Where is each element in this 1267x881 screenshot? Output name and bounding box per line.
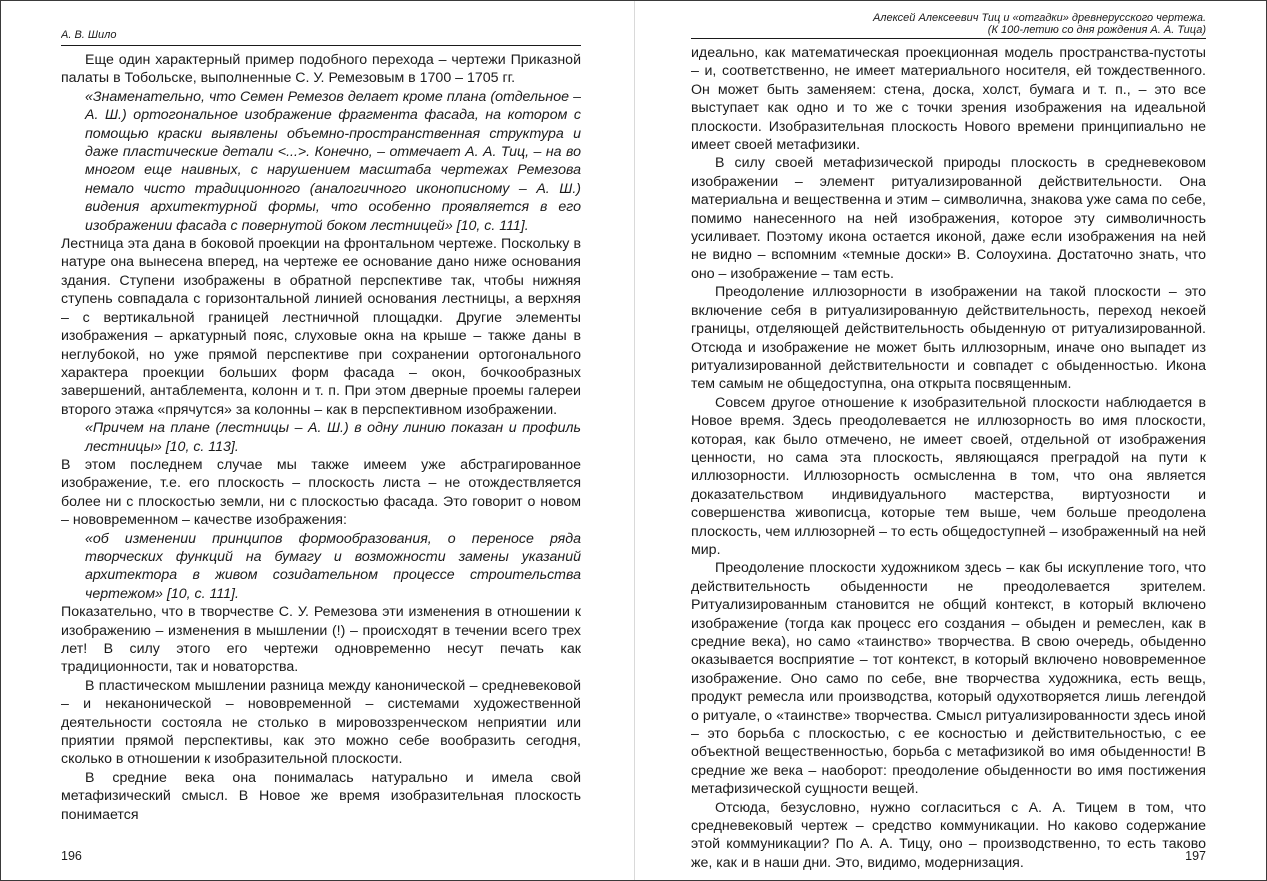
left-running-head: А. В. Шило bbox=[61, 29, 581, 46]
paragraph: Преодоление иллюзорности в изображении на такой плоскости – это включение себя в ритуализированную действительность, переход некоей границы, отделяющей действительность обыденную от ритуализированной. Отсюда и изображение не может быть иллюзорным, иначе оно выпадет из ритуализированной действительности и совпадет с обыденностью. Икона тем самым не общедоступна, она открыта посвященным. bbox=[691, 284, 1206, 393]
paragraph: В силу своей метафизической природы плоскость в средневековом изображении – элемент ритуализированной действительности. Она материальна и вещественна и этим – символична, знакова уже сама по себе, помимо нанесенного на ней изображения, которое эту символичность усиливает. Поэтому икона остается иконой, даже если изображения на ней не видно – вспомним «темные доски» В. Солоухина. Достаточно знать, что оно – изображение – там есть. bbox=[691, 155, 1206, 282]
paragraph: В средние века она понималась натурально и имела свой метафизический смысл. В Новое же время изобразительная плоскость понимается bbox=[61, 769, 581, 823]
page-number-left: 196 bbox=[61, 849, 82, 863]
block-quote: «об изменении принципов формообразования, о переносе ряда творческих функций на бумагу и возможности замены указаний архитектора в живом созидательном процессе строительства чертежом» [10, с. 111]. bbox=[85, 530, 581, 602]
paragraph: Совсем другое отношение к изобразительной плоскости наблюдается в Новое время. Здесь преодолевается не иллюзорность во имя плоскости, которая, как было отмечено, не имеет своей, отдельной от изображения ценности, но сама эта плоскость, являющаяся преградой на пути к иллюзорности. Иллюзорность осмысленна в том, что она является доказательством индивидуального мастерства, виртуозности и совершенства живописца, которые тем выше, чем больше преодолена плоскость, чем иллюзорней – то есть общедоступней – изображенный на ней мир. bbox=[691, 394, 1206, 558]
paragraph: В этом последнем случае мы также имеем уже абстрагированное изображение, т.е. его плоскость – плоскость листа – не отождествляется более ни с плоскостью земли, ни с плоскостью фасада. Это говорит о новом – нововременном – качестве изображения: bbox=[61, 456, 581, 529]
paragraph: Преодоление плоскости художником здесь – как бы искупление того, что действительность обыденности не преодолевается зрителем. Ритуализированным становится не общий контекст, в который включено изображение (тогда как процесс его создания – обыден и ремеслен, как в средние века), но само «таинство» творчества. В свою очередь, обыденно оказывается восприятие – тот контекст, в который включено нововременное изображение. Оно само по себе, вне творчества художника, есть вещь, продукт ремесла или производства, который одухотворяется лишь легендой о ритуале, о «таинстве» творчества. Смысл ритуализированности здесь иной – это борьба с плоскостью, с ее косностью и действительностью, с ее объектной вещественностью, борьба с метафизикой во имя обыденности! В средние же века – наоборот: преодоление обыденности во имя постижения метафизической сущности вещей. bbox=[691, 560, 1206, 798]
page-gutter bbox=[634, 1, 635, 880]
running-head-title: Алексей Алексеевич Тиц и «отгадки» древнерусского чертежа. bbox=[872, 12, 1206, 24]
paragraph: Еще один характерный пример подобного перехода – чертежи Приказной палаты в Тобольске, выполненные С. У. Ремезовым в 1700 – 1705 гг. bbox=[61, 52, 581, 87]
paragraph: Показательно, что в творчестве С. У. Ремезова эти изменения в отношении к изображению – изменения в мышлении (!) – происходят в течении всего трех лет! В силу этого его чертежи одновременно несут печать как традиционности, так и новаторства. bbox=[61, 604, 581, 676]
block-quote: «Причем на плане (лестницы – А. Ш.) в одну линию показан и профиль лестницы» [10, с. 113]. bbox=[85, 420, 581, 455]
left-page bbox=[61, 1, 581, 880]
paragraph: идеально, как математическая проекционная модель пространства-пустоты – и, соответственно, не имеет материального носителя, ей тождественного. Он может быть заменяем: стена, доска, холст, бумага и т. п., – это все выступает как одно и то же с точки зрения изображения на идеальной плоскости. Изобразительная плоскость Нового времени принципиально не имеет своей метафизики. bbox=[691, 45, 1206, 154]
page-number-right: 197 bbox=[1185, 849, 1206, 863]
left-page-body bbox=[61, 51, 581, 824]
right-page bbox=[691, 1, 1206, 880]
paragraph: Лестница эта дана в боковой проекции на фронтальном чертеже. Поскольку в натуре она вынесена вперед, на чертеже ее основание дано ниже основания здания. Ступени изображены в обратной перспективе так, чтобы нижняя ступень совпадала с горизонтальной линией основания лестницы, а верхняя – с вертикальной границей лестничной площадки. Другие элементы изображения – аркатурный пояс, слуховые окна на крыше – также даны в неглубокой, но уже прямой перспективе при сохранении ортогонального характера проекции больших форм фасада – окон, бочкообразных завершений, антаблемента, колонн и т. п. При этом дверные проемы галереи второго этажа «прячутся» за колонны – как в перспективном изображении. bbox=[61, 236, 581, 418]
right-running-head bbox=[691, 12, 1206, 39]
paragraph: Отсюда, безусловно, нужно согласиться с А. А. Тицем в том, что средневековый чертеж – средство коммуникации. Но каково содержание этой коммуникации? По А. А. Тицу, оно – производственно, то есть таково же, как и в наши дни. Это, видимо, модернизация. bbox=[691, 799, 1206, 871]
paragraph: В пластическом мышлении разница между канонической – средневековой – и неканонической – нововременной – системами художественной деятельности состояла не столько в мировоззренческом неприятии или приятии прямой перспективы, как это можно себе вообразить сегодня, сколько в отношении к изобразительной плоскости. bbox=[61, 677, 581, 768]
running-head-subtitle: (К 100-летию со дня рождения А. А. Тица) bbox=[987, 24, 1206, 36]
block-quote: «Знаменательно, что Семен Ремезов делает кроме плана (отдельное – А. Ш.) ортогональное изображение фрагмента фасада, на котором с помощью краски выявлены объемно-пространственная структура и даже пластические детали <...>. Конечно, – отмечает А. А. Тиц, – на во многом еще наивных, с нарушением масштаба чертежах Ремезова немало чисто традиционного (аналогичного иконописному – А. Ш.) видения архитектурной формы, что особенно проявляется в его изображении фасада с повернутой боком лестницей» [10, с. 111]. bbox=[85, 88, 581, 234]
right-page-body bbox=[691, 44, 1206, 872]
